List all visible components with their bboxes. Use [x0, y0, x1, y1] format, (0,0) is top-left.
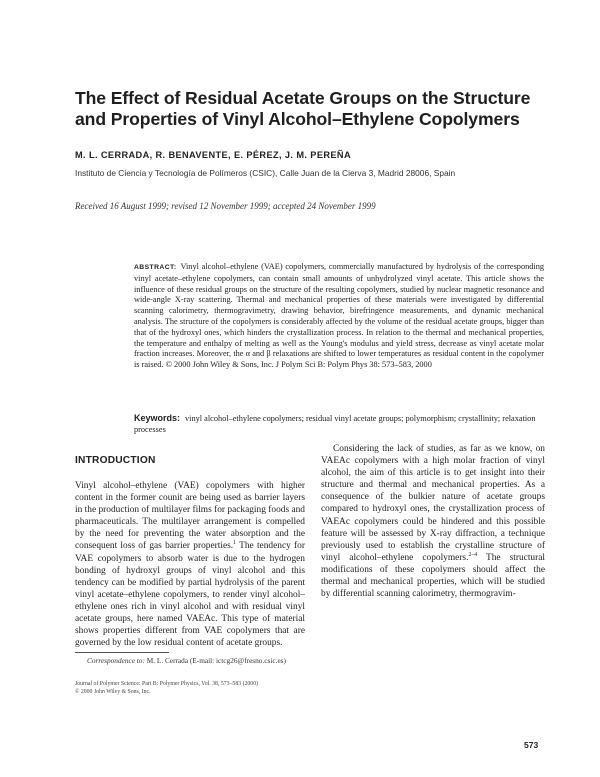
journal-citation: [75, 681, 315, 696]
correspondence-label: Correspondence to:: [87, 656, 145, 665]
intro-paragraph-2: [321, 443, 545, 600]
citation-ref: 1: [233, 540, 237, 547]
correspondence-text: M. L. Cerrada (E-mail: ictcg26@fresno.csic.es): [146, 656, 286, 665]
abstract-label: ABSTRACT:: [134, 264, 177, 271]
correspondence-footnote: [75, 656, 315, 666]
received-dates: Received 16 August 1999; revised 12 November 1999; accepted 24 November 1999: [75, 201, 376, 211]
abstract: [134, 262, 544, 371]
section-heading-introduction: INTRODUCTION: [75, 455, 156, 466]
article-title: The Effect of Residual Acetate Groups on the Structure and Properties of Vinyl Alcohol–Ethylene Copolymers: [75, 88, 531, 129]
journal-line-2: © 2000 John Wiley & Sons, Inc.: [75, 688, 151, 695]
affiliation: Instituto de Ciencia y Tecnología de Polímeros (CSIC), Calle Juan de la Cierva 3, Madrid 28006, Spain: [75, 168, 456, 178]
citation-ref: 2–4: [468, 551, 478, 558]
author-list: M. L. CERRADA, R. BENAVENTE, E. PÉREZ, J. M. PEREÑA: [75, 150, 351, 160]
body-column-left: [75, 480, 305, 649]
keywords: [134, 413, 544, 436]
page-number: 573: [524, 740, 539, 750]
intro-p2-text-b: The structural modifications of these copolymers should affect the thermal and mechanical properties, which will be studied by differential scanning calorimetry, thermogravim-: [321, 552, 545, 600]
intro-p1-text-a: Vinyl alcohol–ethylene (VAE) copolymers with higher content in the former counit are being used as barrier layers in the production of multilayer films for packaging foods and pharmaceuticals. The multilayer arrangement is compelled by the need for preventing the water absorption and the consequent loss of gas barrier properties.: [75, 481, 305, 552]
abstract-text: Vinyl alcohol–ethylene (VAE) copolymers, commercially manufactured by hydrolysis of the corresponding vinyl acetate–ethylene copolymers, can contain small amounts of unhydrolyzed vinyl acetate. This article shows the influence of these residual groups on the structure of the resulting copolymers, studied by nuclear magnetic resonance and wide-angle X-ray scattering. Thermal and mechanical properties of these materials were investigated by differential scanning calorimetry, thermogravimetry, drawing behavior, birefringence measurements, and dynamic mechanical analysis. The structure of the copolymers is considerably affected by the volume of the residual acetate groups, bigger than that of the hydroxyl ones, which hinders the crystallization process. In relation to the thermal and mechanical properties, the temperature and enthalpy of melting as well as the Young's modulus and yield stress, decrease as vinyl acetate molar fraction increases. Moreover, the α and β relaxations are shifted to lower temperatures as residual content in the copolymer is raised. © 2000 John Wiley & Sons, Inc. J Polym Sci B: Polym Phys 38: 573–583, 2000: [134, 262, 544, 370]
keywords-label: Keywords:: [134, 413, 181, 423]
journal-line-1: Journal of Polymer Science: Part B: Polymer Physics, Vol. 38, 573–583 (2000): [75, 681, 259, 687]
intro-p2-text-a: Considering the lack of studies, as far as we know, on VAEAc copolymers with a high molar fraction of vinyl alcohol, the aim of this article is to get insight into their structure and thermal and mechanical properties. As a consequence of the bulkier nature of acetate groups compared to hydroxyl ones, the crystallization process of VAEAc copolymers could be hindered and this possible feature will be assessed by X-ray diffraction, a technique previously used to establish the crystalline structure of vinyl alcohol–ethylene copolymers.: [321, 444, 545, 563]
footnote-divider: [75, 652, 169, 653]
intro-p1-text-b: The tendency for VAE copolymers to absorb water is due to the hydrogen bonding of hydroxyl groups of vinyl alcohol and this tendency can be modified by partial hydrolysis of the parent vinyl acetate–ethylene copolymers, to render vinyl alcohol–ethylene ones rich in vinyl alcohol and with residual vinyl acetate groups, here named VAEAc. This type of material shows properties different from VAE copolymers that are governed by the low residual content of acetate groups.: [75, 541, 305, 649]
intro-paragraph-1: [75, 480, 305, 649]
keywords-text: vinyl alcohol–ethylene copolymers; residual vinyl acetate groups; polymorphism; crystallinity; relaxation processes: [134, 414, 536, 434]
body-column-right: [321, 443, 545, 600]
